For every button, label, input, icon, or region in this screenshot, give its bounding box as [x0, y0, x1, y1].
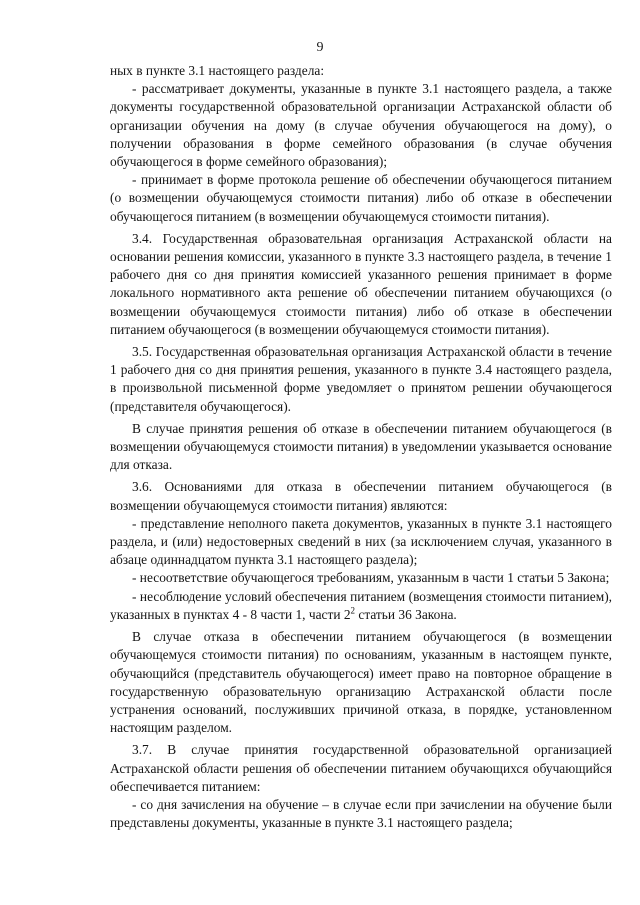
paragraph-list-item: - представление неполного пакета документов, указанных в пункте 3.1 настоящего раздела, и (или) недостоверных сведений в них (за исключением случая, указанного в абзаце одиннадцатом пункта 3.1 настоящего раздела);	[110, 515, 612, 568]
paragraph-clause-3-5: 3.5. Государственная образовательная организация Астраханской области в течение 1 рабочего дня со дня принятия решения, указанного в пункте 3.4 настоящего раздела, в произвольной письменной форме уведомляет о принятом решении обучающегося (представителя обучающегося).	[110, 344, 612, 414]
paragraph-clause-3-7: 3.7. В случае принятия государственной образовательной организацией Астраханской области решения об обеспечении питанием обучающихся обучающийся обеспечивается питанием:	[110, 742, 612, 794]
superscript: 2	[350, 605, 356, 616]
paragraph-continuation: ных в пункте 3.1 настоящего раздела:	[110, 63, 325, 78]
paragraph-text: статьи 36 Закона.	[355, 606, 457, 622]
paragraph: В случае принятия решения об отказе в обеспечении питанием обучающегося (в возмещении обучающемуся стоимости питания) в уведомлении указывается основание для отказа.	[110, 420, 612, 473]
paragraph-clause-3-4: 3.4. Государственная образовательная организация Астраханской области на основании решения комиссии, указанного в пункте 3.3 настоящего раздела, в течение 1 рабочего дня со дня принятия комиссией указанного решения принимает в форме локального нормативного акта решение об обеспечении питанием обучающихся (о возмещении обучающемуся стоимости питания) либо об отказе в обеспечении питанием обучающегося (в возмещении обучающемуся стоимости питания).	[110, 230, 612, 337]
paragraph-text: - несоблюдение условий обеспечения питанием (возмещения стоимости питанием), указанных в пунктах 4 - 8 части 1, части 2	[110, 588, 612, 622]
document-body	[110, 62, 612, 832]
paragraph: В случае отказа в обеспечении питанием обучающегося (в возмещении обучающемуся стоимости питания) по основаниям, указанным в настоящем пункте, обучающийся (представитель обучающегося) имеет право на повторное обращение в государственную образовательную организацию Астраханской области после устранения оснований, послуживших причиной отказа, в порядке, установленном настоящим разделом.	[110, 629, 612, 736]
paragraph-list-item: - со дня зачисления на обучение – в случае если при зачислении на обучение были представлены документы, указанные в пункте 3.1 настоящего раздела;	[110, 796, 612, 831]
paragraph-list-item: - рассматривает документы, указанные в пункте 3.1 настоящего раздела, а также документы государственной образовательной организации Астраханской области об организации обучения на дому (в случае обучения обучающегося на дому), о получении образования в форме семейного образования (в случае обучения обучающегося в форме семейного образования);	[110, 81, 612, 170]
paragraph-clause-3-6: 3.6. Основаниями для отказа в обеспечении питанием обучающегося (в возмещении обучающемуся стоимости питания) являются:	[110, 479, 612, 513]
paragraph-list-item: - несоответствие обучающегося требованиям, указанным в части 1 статьи 5 Закона;	[132, 570, 610, 586]
paragraph-list-item: - принимает в форме протокола решение об обеспечении обучающегося питанием (о возмещении обучающемуся стоимости питания) либо об отказе в обеспечении обучающегося питанием (в возмещении обучающемуся стоимости питания).	[110, 172, 612, 224]
paragraph-list-item	[110, 588, 612, 624]
page-number: 9	[316, 40, 324, 55]
